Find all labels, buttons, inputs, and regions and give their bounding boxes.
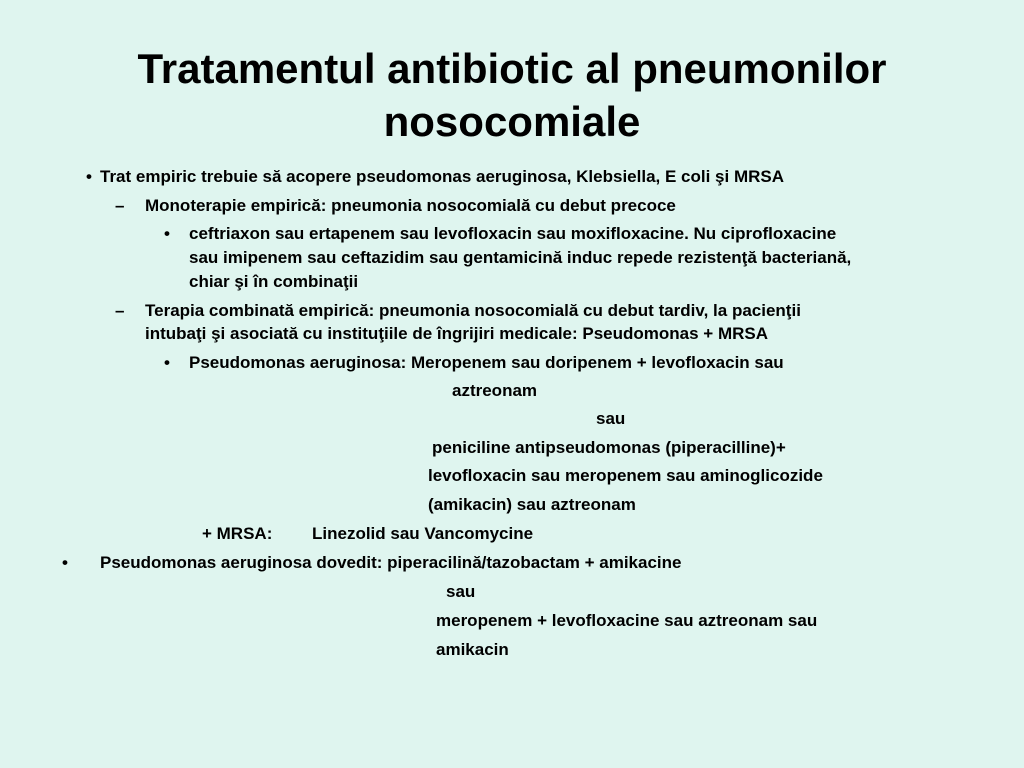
pseudomonas-line-5: levofloxacin sau meropenem sau aminoglicozide [428, 466, 823, 485]
mrsa-value: Linezolid sau Vancomycine [312, 524, 534, 543]
bullet-text-empiric: Trat empiric trebuie să acopere pseudomonas aeruginosa, Klebsiella, E coli şi MRSA [100, 167, 785, 186]
dash-marker: – [115, 301, 125, 320]
title-line-2: nosocomiale [383, 98, 641, 145]
subsub-text-line-1: ceftriaxon sau ertapenem sau levofloxacin sau moxifloxacine. Nu ciprofloxacine [189, 224, 837, 243]
sub-text-monoterapie: Monoterapie empirică: pneumonia nosocomială cu debut precoce [145, 196, 676, 215]
bullet-marker: • [86, 167, 92, 186]
pseudomonas-line-4: peniciline antipseudomonas (piperacilline)+ [432, 438, 786, 457]
bullet-text-dovedit-line-3: meropenem + levofloxacine sau aztreonam sau [436, 611, 818, 630]
title-line-1: Tratamentul antibiotic al pneumonilor [137, 45, 887, 92]
sub-text-terapia-line-1: Terapia combinată empirică: pneumonia nosocomială cu debut tardiv, la pacienţii [145, 301, 801, 320]
pseudomonas-line-2: aztreonam [452, 381, 538, 400]
bullet-text-dovedit-line-2: sau [446, 582, 476, 601]
bullet-marker: • [164, 353, 170, 372]
slide-title [0, 42, 1024, 148]
dash-marker: – [115, 196, 125, 215]
subsub-text-line-3: chiar şi în combinaţii [189, 272, 359, 291]
bullet-marker: • [62, 553, 68, 572]
bullet-text-dovedit-line-1: Pseudomonas aeruginosa dovedit: piperacilină/tazobactam + amikacine [100, 553, 682, 572]
sub-text-terapia-line-2: intubaţi şi asociată cu instituţiile de îngrijiri medicale: Pseudomonas + MRSA [145, 324, 768, 343]
pseudomonas-line-3: sau [596, 409, 626, 428]
bullet-marker: • [164, 224, 170, 243]
bullet-text-dovedit-line-4: amikacin [436, 640, 509, 659]
pseudomonas-line-1: Pseudomonas aeruginosa: Meropenem sau doripenem + levofloxacin sau [189, 353, 784, 372]
mrsa-label: + MRSA: [202, 524, 273, 543]
subsub-text-line-2: sau imipenem sau ceftazidim sau gentamicină induc repede rezistenţă bacteriană, [189, 248, 852, 267]
pseudomonas-line-6: (amikacin) sau aztreonam [428, 495, 636, 514]
